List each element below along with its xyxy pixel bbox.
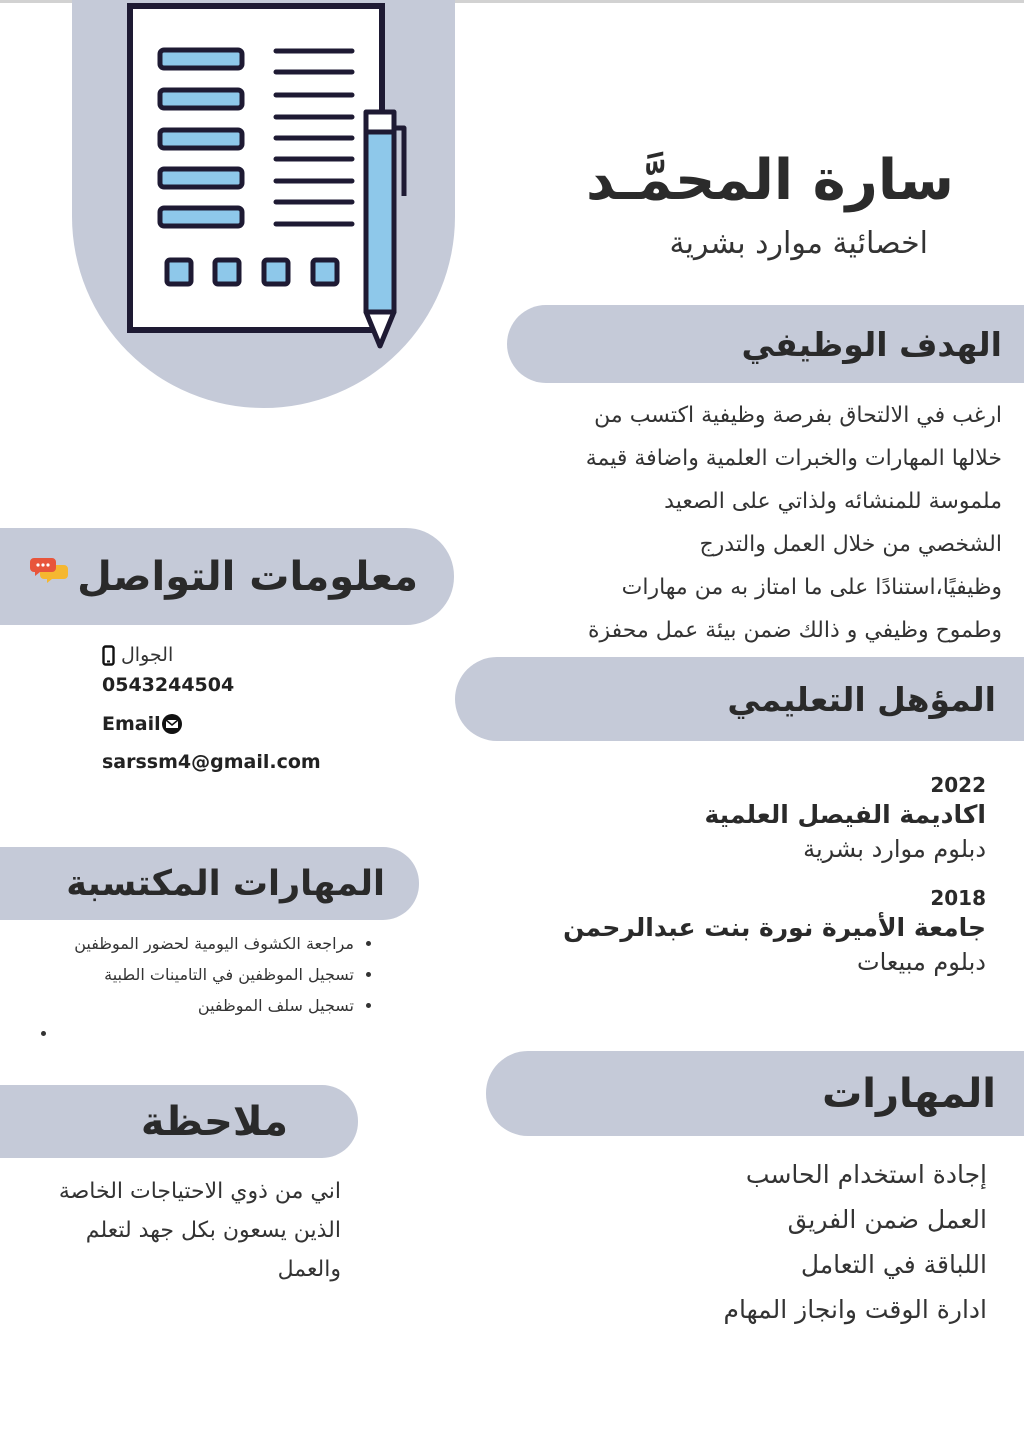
note-line: اني من ذوي الاحتياجات الخاصة <box>58 1179 341 1204</box>
acquired-skill-item: • تسجيل سلف الموظفين <box>74 990 354 1021</box>
note-heading: ملاحظة <box>140 1098 288 1145</box>
skill-item: إجادة استخدام الحاسب <box>745 1160 987 1189</box>
objective-heading: الهدف الوظيفي <box>741 324 1002 364</box>
objective-line: وطموح وظيفي و ذالك ضمن بيئة عمل محفزة <box>587 618 1002 643</box>
phone-label: الجوال <box>121 644 174 666</box>
skill-item: اللباقة في التعامل <box>800 1250 987 1279</box>
email-label-row <box>102 713 183 735</box>
objective-line: الشخصي من خلال العمل والتدرج <box>699 532 1002 557</box>
skills-heading: المهارات <box>822 1070 996 1117</box>
objective-line: وظيفيًا،استنادًا على ما امتاز به من مهارات <box>621 575 1002 600</box>
acquired-skill-item: • تسجيل الموظفين في التامينات الطبية <box>74 959 354 990</box>
email-address[interactable]: sarssm4@gmail.com <box>102 751 321 773</box>
education-year: 2018 <box>930 886 986 910</box>
acquired-skills-heading: المهارات المكتسبة <box>66 863 385 904</box>
objective-heading-band <box>507 305 1024 383</box>
education-school: جامعة الأميرة نورة بنت عبدالرحمن <box>563 913 986 942</box>
email-label: Email <box>102 713 161 735</box>
education-school: اكاديمة الفيصل العلمية <box>704 800 986 829</box>
candidate-name: سارة المحمَّـد <box>585 148 954 213</box>
phone-label-row <box>102 644 173 666</box>
empty-bullet <box>41 1031 46 1036</box>
skills-list <box>724 1152 987 1332</box>
skills-heading-band <box>486 1051 1024 1136</box>
skill-item: العمل ضمن الفريق <box>787 1205 987 1234</box>
objective-line: خلالها المهارات والخبرات العلمية واضافة قيمة <box>585 446 1002 471</box>
document-pen-illustration <box>72 0 455 408</box>
acquired-skill-item: • مراجعة الكشوف اليومية لحضور الموظفين <box>74 928 354 959</box>
objective-text <box>512 394 1002 652</box>
skill-item: ادارة الوقت وانجاز المهام <box>723 1295 987 1324</box>
education-degree: دبلوم مبيعات <box>856 948 986 976</box>
note-text <box>59 1172 341 1289</box>
acquired-skills-heading-band <box>0 847 419 920</box>
education-degree: دبلوم موارد بشرية <box>803 835 986 863</box>
education-heading: المؤهل التعليمي <box>727 679 996 719</box>
education-entry <box>506 772 986 866</box>
phone-number[interactable]: 0543244504 <box>102 674 235 696</box>
note-line: والعمل <box>277 1257 341 1282</box>
envelope-icon <box>161 713 183 735</box>
contact-heading-band <box>0 528 454 625</box>
education-heading-band <box>455 657 1024 741</box>
chat-bubbles-icon <box>30 557 68 583</box>
acquired-skills-list <box>74 928 374 1021</box>
note-line: الذين يسعون بكل جهد لتعلم <box>85 1218 341 1243</box>
education-entry <box>506 885 986 979</box>
hero-badge <box>72 0 455 408</box>
objective-line: ارغب في الالتحاق بفرصة وظيفية اكتسب من <box>594 403 1002 428</box>
note-heading-band <box>0 1085 358 1158</box>
objective-line: ملموسة للمنشائه ولذاتي على الصعيد <box>664 489 1002 514</box>
contact-heading: معلومات التواصل <box>77 553 418 600</box>
job-title: اخصائية موارد بشرية <box>669 226 928 261</box>
education-year: 2022 <box>930 773 986 797</box>
mobile-phone-icon <box>102 645 115 666</box>
